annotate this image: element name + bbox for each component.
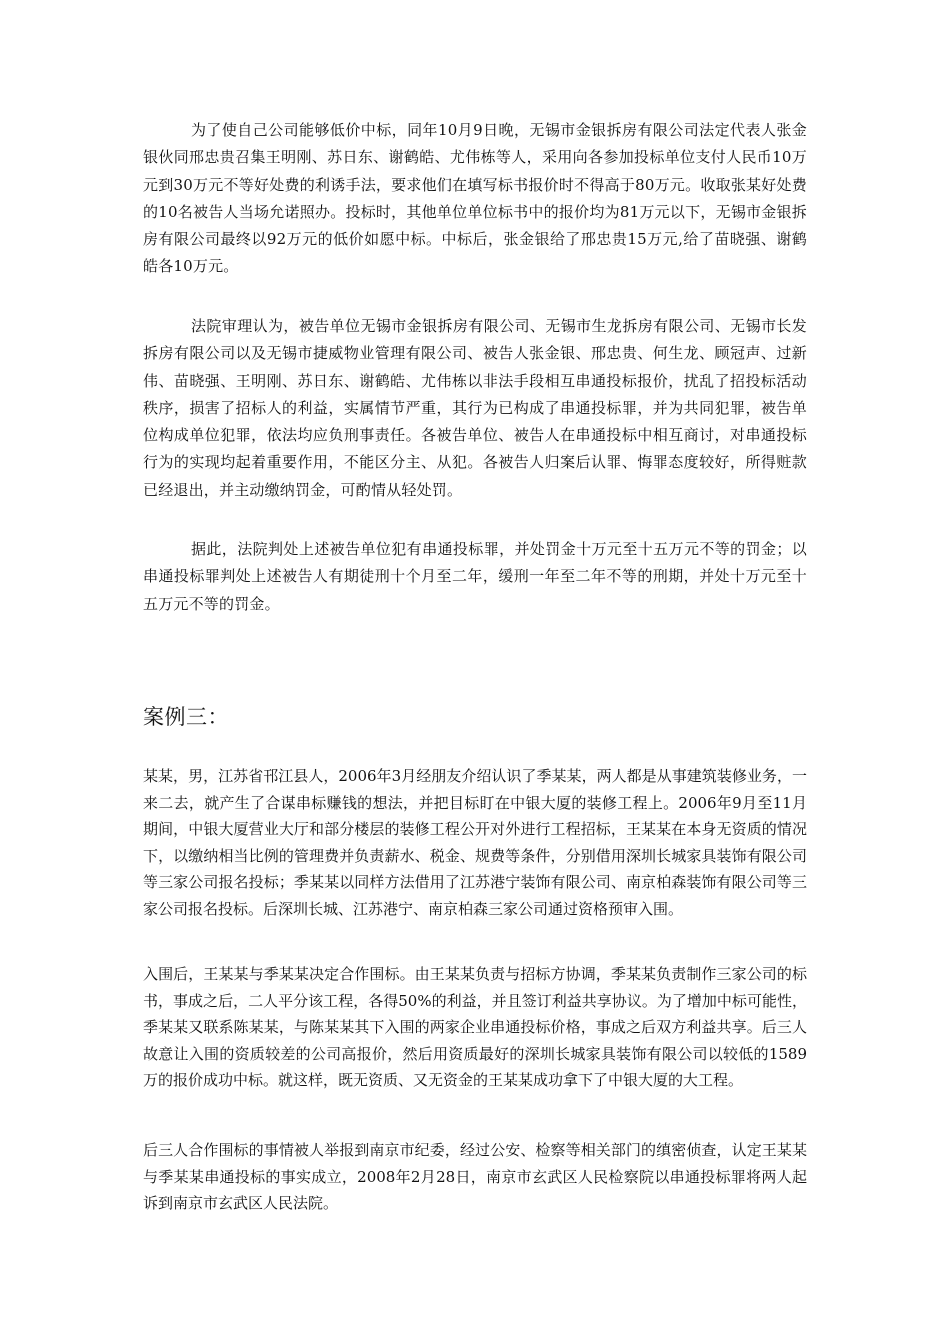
paragraph-case-background: 某某，男，江苏省邗江县人，2006年3月经朋友介绍认识了季某某，两人都是从事建筑装修业务，一来二去，就产生了合谋串标赚钱的想法，并把目标盯在中银大厦的装修工程上。2006年9月至11月期间，中银大厦营业大厅和部分楼层的装修工程公开对外进行工程招标，王某某在本身无资质的情况下，以缴纳相当比例的管理费并负责薪水、税金、规费等条件，分别借用深圳长城家具装饰有限公司等三家公司报名投标；季某某以同样方法借用了江苏港宁装饰有限公司、南京柏森装饰有限公司等三家公司报名投标。后深圳长城、江苏港宁、南京柏森三家公司通过资格预审入围。 [143, 767, 807, 918]
paragraph-bid-bribery: 为了使自己公司能够低价中标，同年10月9日晚，无锡市金银拆房有限公司法定代表人张金银伙同邢忠贵召集王明刚、苏日东、谢鹤皓、尤伟栋等人，采用向各参加投标单位支付人民币10万元到30万元不等好处费的利诱手法，要求他们在填写标书报价时不得高于80万元。收取张某好处费的10名被告人当场允诺照办。投标时，其他单位单位标书中的报价均为81万元以下，无锡市金银拆房有限公司最终以92万元的低价如愿中标。中标后，张金银给了邢忠贵15万元,给了苗晓强、谢鹤皓各10万元。 [143, 121, 807, 276]
paragraph-prosecution: 后三人合作围标的事情被人举报到南京市纪委，经过公安、检察等相关部门的缜密侦查，认定王某某与季某某串通投标的事实成立，2008年2月28日，南京市玄武区人民检察院以串通投标罪将两人起诉到南京市玄武区人民法院。 [143, 1141, 807, 1212]
paragraph-collusion: 入围后，王某某与季某某决定合作围标。由王某某负责与招标方协调，季某某负责制作三家公司的标书，事成之后，二人平分该工程，各得50%的利益，并且签订利益共享协议。为了增加中标可能性，季某某又联系陈某某，与陈某某其下入围的两家企业串通投标价格，事成之后双方利益共享。后三人故意让入围的资质较差的公司高报价，然后用资质最好的深圳长城家具装饰有限公司以较低的1589万的报价成功中标。就这样，既无资质、又无资金的王某某成功拿下了中银大厦的大工程。 [143, 965, 807, 1089]
paragraph-sentence: 据此，法院判处上述被告单位犯有串通投标罪，并处罚金十万元至十五万元不等的罚金；以串通投标罪判处上述被告人有期徒刑十个月至二年，缓刑一年至二年不等的刑期，并处十万元至十五万元不等的罚金。 [143, 540, 807, 613]
case-three-heading: 案例三： [143, 705, 229, 729]
paragraph-court-opinion: 法院审理认为，被告单位无锡市金银拆房有限公司、无锡市生龙拆房有限公司、无锡市长发拆房有限公司以及无锡市捷威物业管理有限公司、被告人张金银、邢忠贵、何生龙、顾冠声、过新伟、苗晓强、王明刚、苏日东、谢鹤皓、尤伟栋以非法手段相互串通投标报价，扰乱了招投标活动秩序，损害了招标人的利益，实属情节严重，其行为已构成了串通投标罪，并为共同犯罪，被告单位构成单位犯罪，依法均应负刑事责任。各被告单位、被告人在串通投标中相互商讨，对串通投标行为的实现均起着重要作用，不能区分主、从犯。各被告人归案后认罪、悔罪态度较好，所得赃款已经退出，并主动缴纳罚金，可酌情从轻处罚。 [143, 317, 807, 499]
